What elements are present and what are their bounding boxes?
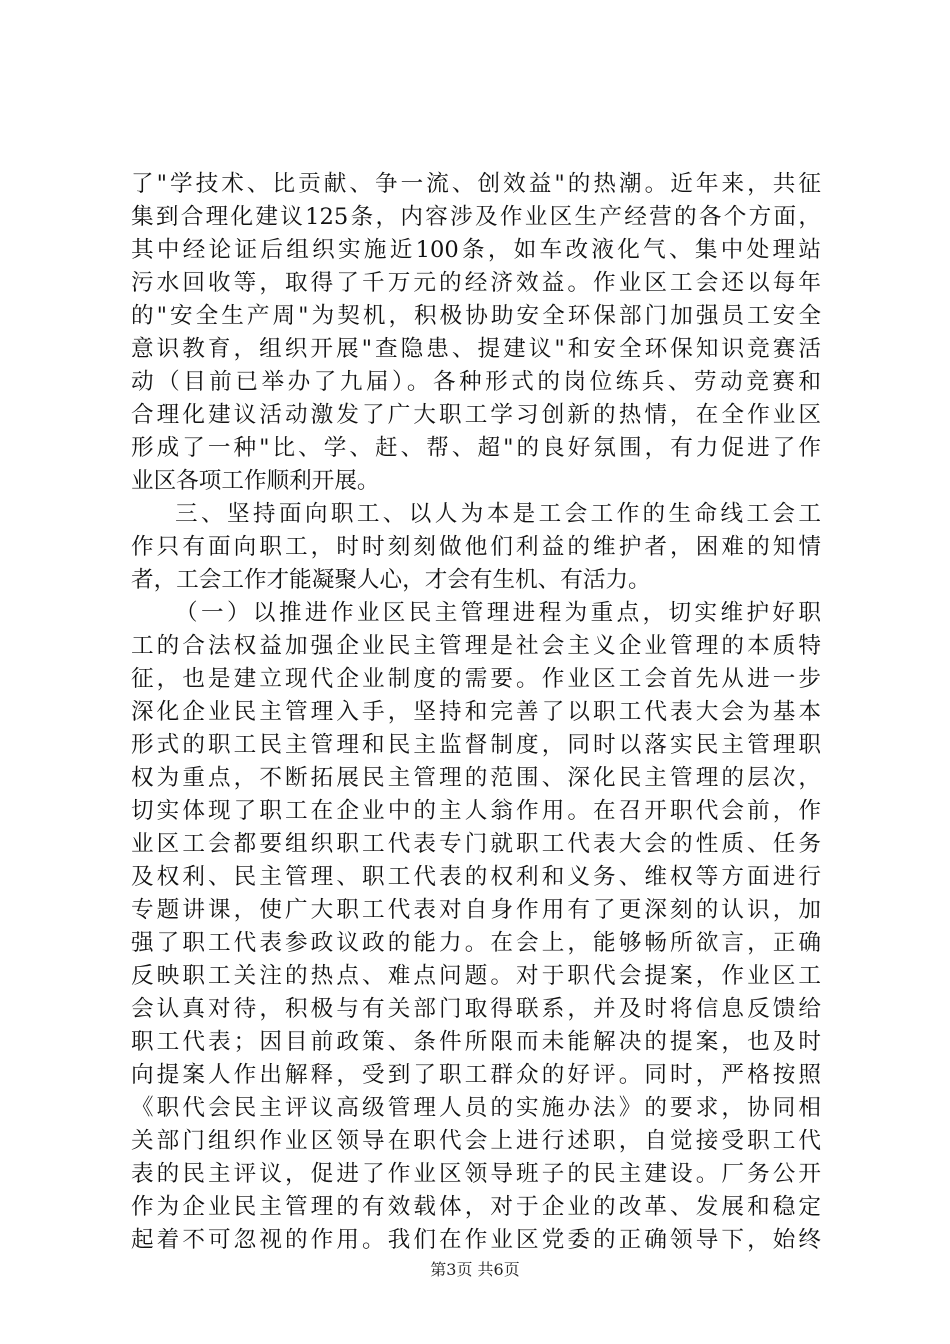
text-line: 反映职工关注的热点、难点问题。对于职代会提案，作业区工	[131, 963, 821, 989]
text-line: 专题讲课，使广大职工代表对自身作用有了更深刻的认识，加	[131, 897, 821, 923]
text-line: 业区各项工作顺利开展。	[131, 468, 380, 494]
text-line: 了"学技术、比贡献、争一流、创效益"的热潮。近年来，共征	[131, 171, 821, 197]
text-line: 的"安全生产周"为契机，积极协助安全环保部门加强员工安全	[131, 303, 821, 329]
text-line: 工的合法权益加强企业民主管理是社会主义企业管理的本质特	[131, 633, 821, 659]
text-line: 权为重点，不断拓展民主管理的范围、深化民主管理的层次，	[131, 765, 821, 791]
text-line: 征，也是建立现代企业制度的需要。作业区工会首先从进一步	[131, 666, 821, 692]
text-line: 职工代表；因目前政策、条件所限而未能解决的提案，也及时	[131, 1029, 821, 1055]
page-number-footer: 第3页 共6页	[430, 1260, 520, 1279]
text-line: 深化企业民主管理入手，坚持和完善了以职工代表大会为基本	[131, 699, 821, 725]
text-line: 作为企业民主管理的有效载体，对于企业的改革、发展和稳定	[131, 1194, 821, 1220]
text-line: 及权利、民主管理、职工代表的权利和义务、维权等方面进行	[131, 864, 821, 890]
text-line: 起着不可忽视的作用。我们在作业区党委的正确领导下，始终	[131, 1227, 821, 1253]
text-line: 集到合理化建议125条，内容涉及作业区生产经营的各个方面，	[131, 204, 821, 230]
text-line: 关部门组织作业区领导在职代会上进行述职，自觉接受职工代	[131, 1128, 821, 1154]
text-line: 会认真对待，积极与有关部门取得联系，并及时将信息反馈给	[131, 996, 821, 1022]
text-line: 《职代会民主评议高级管理人员的实施办法》的要求，协同相	[131, 1095, 821, 1121]
text-line: 作只有面向职工，时时刻刻做他们利益的维护者，困难的知情	[131, 534, 821, 560]
text-line: 形成了一种"比、学、赶、帮、超"的良好氛围，有力促进了作	[131, 435, 821, 461]
text-line: 合理化建议活动激发了广大职工学习创新的热情，在全作业区	[131, 402, 821, 428]
text-line: 其中经论证后组织实施近100条，如车改液化气、集中处理站	[131, 237, 821, 263]
text-line: 表的民主评议，促进了作业区领导班子的民主建设。厂务公开	[131, 1161, 821, 1187]
text-line: 污水回收等，取得了千万元的经济效益。作业区工会还以每年	[131, 270, 821, 296]
text-line: 动（目前已举办了九届）。各种形式的岗位练兵、劳动竞赛和	[131, 369, 821, 395]
section-heading-line: 三、坚持面向职工、以人为本是工会工作的生命线工会工	[175, 501, 821, 527]
text-line: 意识教育，组织开展"查隐患、提建议"和安全环保知识竞赛活	[131, 336, 821, 362]
text-line: 向提案人作出解释，受到了职工群众的好评。同时，严格按照	[131, 1062, 821, 1088]
text-line: 业区工会都要组织职工代表专门就职工代表大会的性质、任务	[131, 831, 821, 857]
text-line: 切实体现了职工在企业中的主人翁作用。在召开职代会前，作	[131, 798, 821, 824]
text-line: 者，工会工作才能凝聚人心，才会有生机、有活力。	[131, 567, 651, 593]
text-line: 强了职工代表参政议政的能力。在会上，能够畅所欲言，正确	[131, 930, 821, 956]
text-line: 形式的职工民主管理和民主监督制度，同时以落实民主管理职	[131, 732, 821, 758]
subsection-heading-line: （一）以推进作业区民主管理进程为重点，切实维护好职	[175, 600, 821, 626]
